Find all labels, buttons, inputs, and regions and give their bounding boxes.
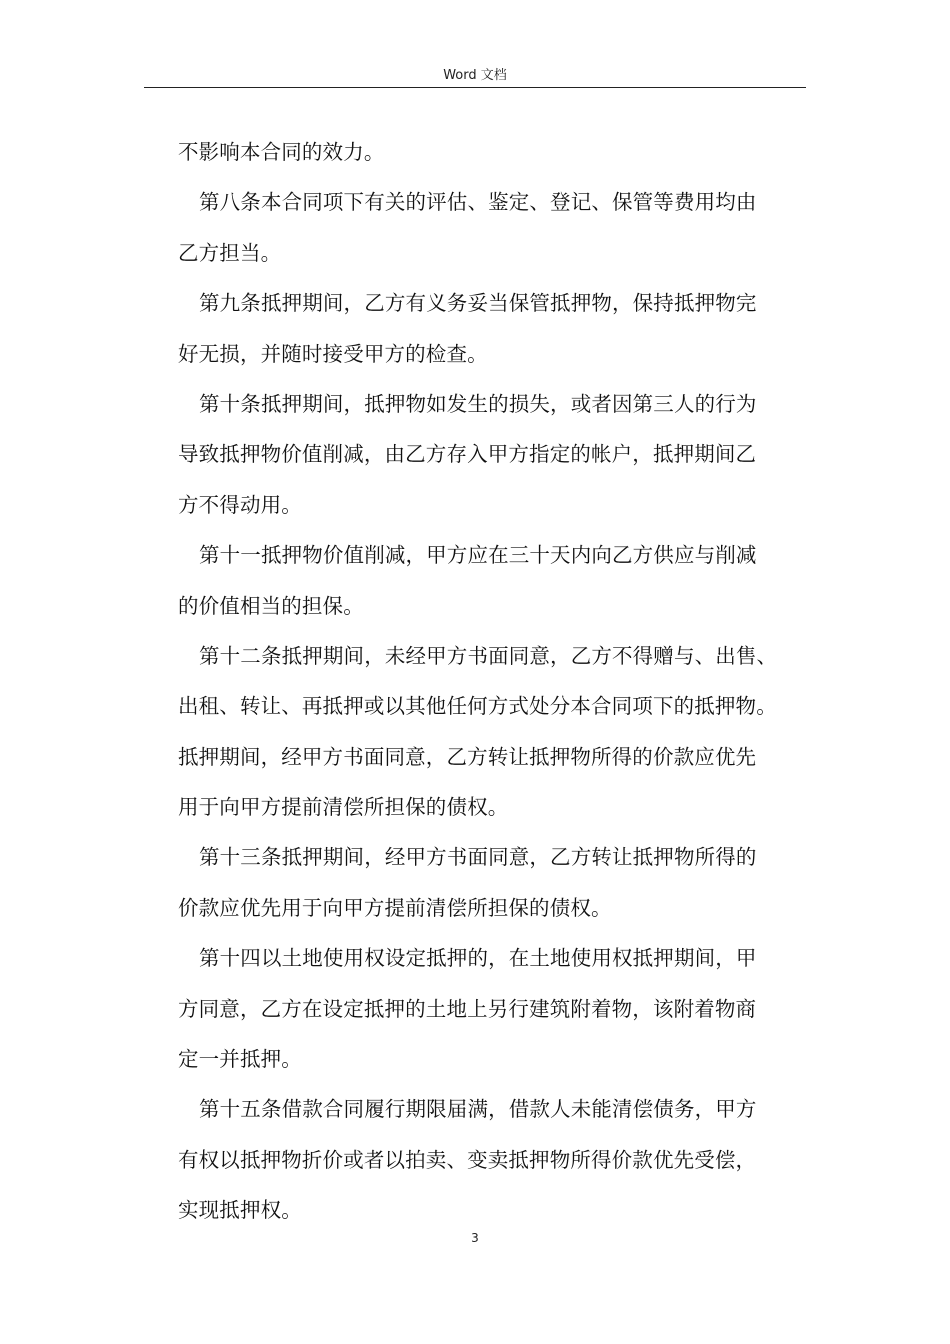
text-line: 出租、转让、再抵押或以其他任何方式处分本合同项下的抵押物。 — [178, 694, 777, 719]
header-divider — [144, 87, 806, 88]
text-line: 方同意，乙方在设定抵押的土地上另行建筑附着物，该附着物商 — [178, 996, 757, 1021]
text-line: 不影响本合同的效力。 — [178, 140, 385, 164]
text-line: 有权以抵押物折价或者以拍卖、变卖抵押物所得价款优先受偿， — [178, 1147, 757, 1172]
text-line: 第八条本合同项下有关的评估、鉴定、登记、保管等费用均由 — [199, 190, 757, 215]
text-line: 第十四以土地使用权设定抵押的，在土地使用权抵押期间，甲 — [199, 946, 757, 971]
text-line: 导致抵押物价值削减，由乙方存入甲方指定的帐户，抵押期间乙 — [178, 442, 757, 467]
document-body — [178, 127, 818, 1236]
page-number: 3 — [471, 1231, 479, 1245]
text-line: 好无损，并随时接受甲方的检查。 — [178, 341, 488, 366]
page-header-title: Word 文档 — [443, 68, 507, 83]
text-line: 第九条抵押期间，乙方有义务妥当保管抵押物，保持抵押物完 — [199, 291, 757, 316]
text-line: 第十条抵押期间，抵押物如发生的损失，或者因第三人的行为 — [199, 391, 757, 416]
text-line: 方不得动用。 — [178, 492, 302, 517]
text-line: 定一并抵押。 — [178, 1047, 302, 1072]
text-line: 第十三条抵押期间，经甲方书面同意，乙方转让抵押物所得的 — [199, 845, 757, 870]
text-line: 实现抵押权。 — [178, 1198, 302, 1223]
text-line: 第十一抵押物价值削减，甲方应在三十天内向乙方供应与削减 — [199, 543, 757, 568]
text-line: 抵押期间，经甲方书面同意，乙方转让抵押物所得的价款应优先 — [178, 744, 757, 769]
text-line: 价款应优先用于向甲方提前清偿所担保的债权。 — [178, 895, 612, 920]
text-line: 用于向甲方提前清偿所担保的债权。 — [178, 795, 509, 820]
text-line: 的价值相当的担保。 — [178, 593, 364, 618]
text-line: 乙方担当。 — [178, 240, 282, 265]
text-line: 第十二条抵押期间，未经甲方书面同意，乙方不得赠与、出售、 — [199, 643, 778, 668]
text-line: 第十五条借款合同履行期限届满，借款人未能清偿债务，甲方 — [199, 1097, 757, 1122]
